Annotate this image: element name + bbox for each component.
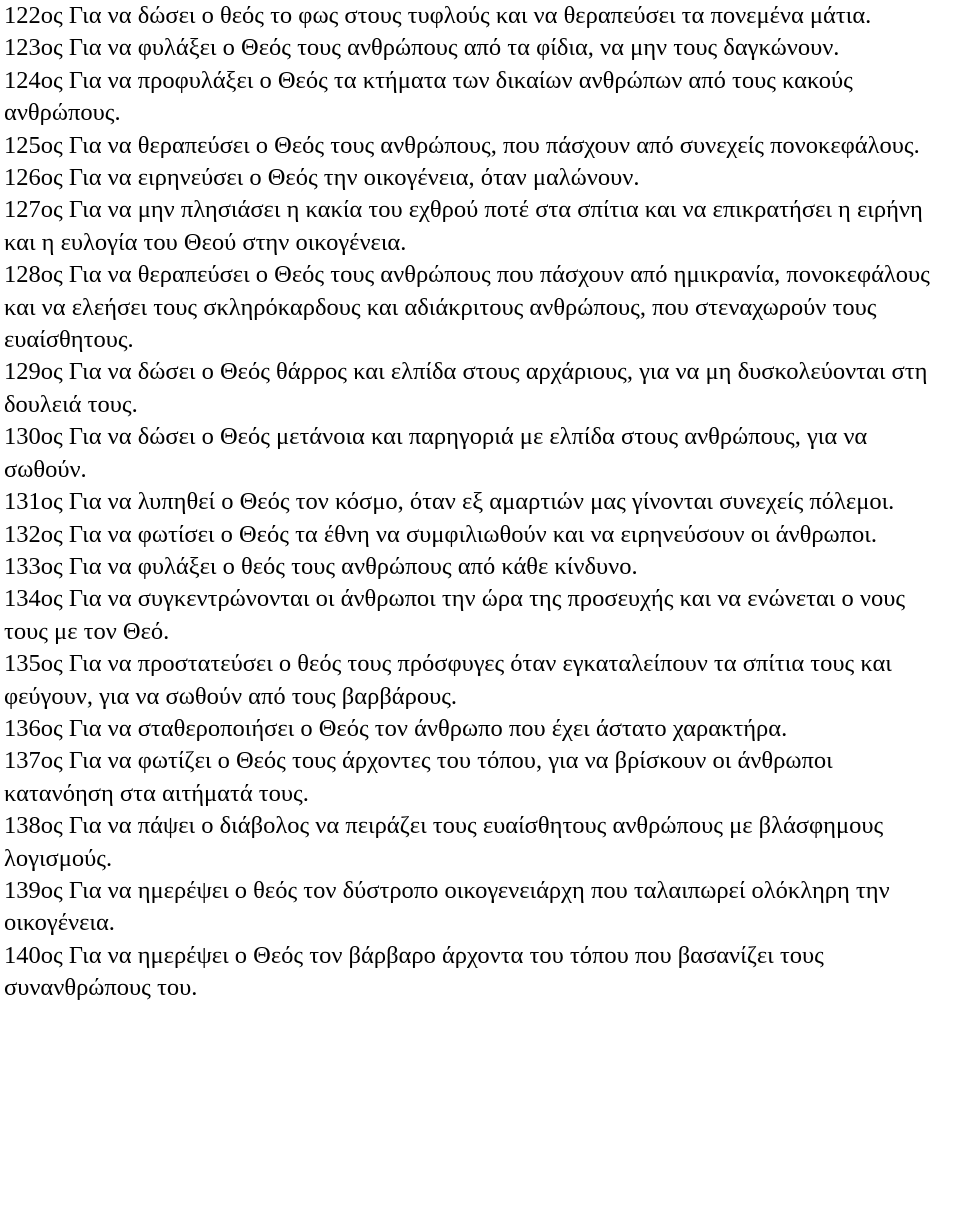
prayer-item-125: 125ος Για να θεραπεύσει ο Θεός τους ανθρώπους, που πάσχουν από συνεχείς πονοκεφάλους. xyxy=(4,131,920,159)
prayer-item-122: 122ος Για να δώσει ο θεός το φως στους τυφλούς και να θεραπεύσει τα πονεμένα μάτια. xyxy=(4,2,872,29)
prayer-item-129: 129ος Για να δώσει ο Θεός θάρρος και ελπίδα στους αρχάριους, για να μη δυσκολεύονται στη δουλειά τους. xyxy=(4,358,928,418)
prayer-item-139: 139ος Για να ημερέψει ο θεός τον δύστροπο οικογενειάρχη που ταλαιπωρεί ολόκληρη την οικογένεια. xyxy=(4,876,890,937)
prayer-item-124: 124ος Για να προφυλάξει ο Θεός τα κτήματα των δικαίων ανθρώπων από τους κακούς ανθρώπους. xyxy=(4,66,853,127)
prayer-item-138: 138ος Για να πάψει ο διάβολος να πειράζει τους ευαίσθητους ανθρώπους με βλάσφημους λογισμούς. xyxy=(4,812,884,872)
prayer-item-127: 127ος Για να μην πλησιάσει η κακία του εχθρού ποτέ στα σπίτια και να επικρατήσει η ειρήνη και η ευλογία του Θεού στην οικογένεια. xyxy=(4,196,923,256)
prayer-item-128: 128ος Για να θεραπεύσει ο Θεός τους ανθρώπους που πάσχουν από ημικρανία, πονοκεφάλους και να ελεήσει τους σκληρόκαρδους και αδιάκριτους ανθρώπους, που στεναχωρούν τους ευαίσθητους. xyxy=(4,261,930,354)
prayer-item-130: 130ος Για να δώσει ο Θεός μετάνοια και παρηγοριά με ελπίδα στους ανθρώπους, για να σωθούν. xyxy=(4,423,868,483)
prayer-item-131: 131ος Για να λυπηθεί ο Θεός τον κόσμο, όταν εξ αμαρτιών μας γίνονται συνεχείς πόλεμοι. xyxy=(4,488,895,516)
prayer-item-136: 136ος Για να σταθεροποιήσει ο Θεός τον άνθρωπο που έχει άστατο χαρακτήρα. xyxy=(4,714,788,742)
prayer-item-123: 123ος Για να φυλάξει ο Θεός τους ανθρώπους από τα φίδια, να μην τους δαγκώνουν. xyxy=(4,34,840,62)
prayer-item-134: 134ος Για να συγκεντρώνονται οι άνθρωποι την ώρα της προσευχής και να ενώνεται ο νους τους με τον Θεό. xyxy=(4,585,906,645)
prayer-item-135: 135ος Για να προστατεύσει ο θεός τους πρόσφυγες όταν εγκαταλείπουν τα σπίτια τους και φεύγουν, για να σωθούν από τους βαρβάρους. xyxy=(4,650,892,710)
prayer-item-132: 132ος Για να φωτίσει ο Θεός τα έθνη να συμφιλιωθούν και να ειρηνεύσουν οι άνθρωποι. xyxy=(4,520,878,548)
prayer-item-137: 137ος Για να φωτίζει ο Θεός τους άρχοντες του τόπου, για να βρίσκουν οι άνθρωποι κατανόηση στα αιτήματά τους. xyxy=(4,747,833,807)
prayer-item-126: 126ος Για να ειρηνεύσει ο Θεός την οικογένεια, όταν μαλώνουν. xyxy=(4,164,640,192)
prayer-item-133: 133ος Για να φυλάξει ο θεός τους ανθρώπους από κάθε κίνδυνο. xyxy=(4,552,638,580)
prayer-item-140: 140ος Για να ημερέψει ο Θεός τον βάρβαρο άρχοντα του τόπου που βασανίζει τους συνανθρώπους του. xyxy=(4,941,824,1002)
